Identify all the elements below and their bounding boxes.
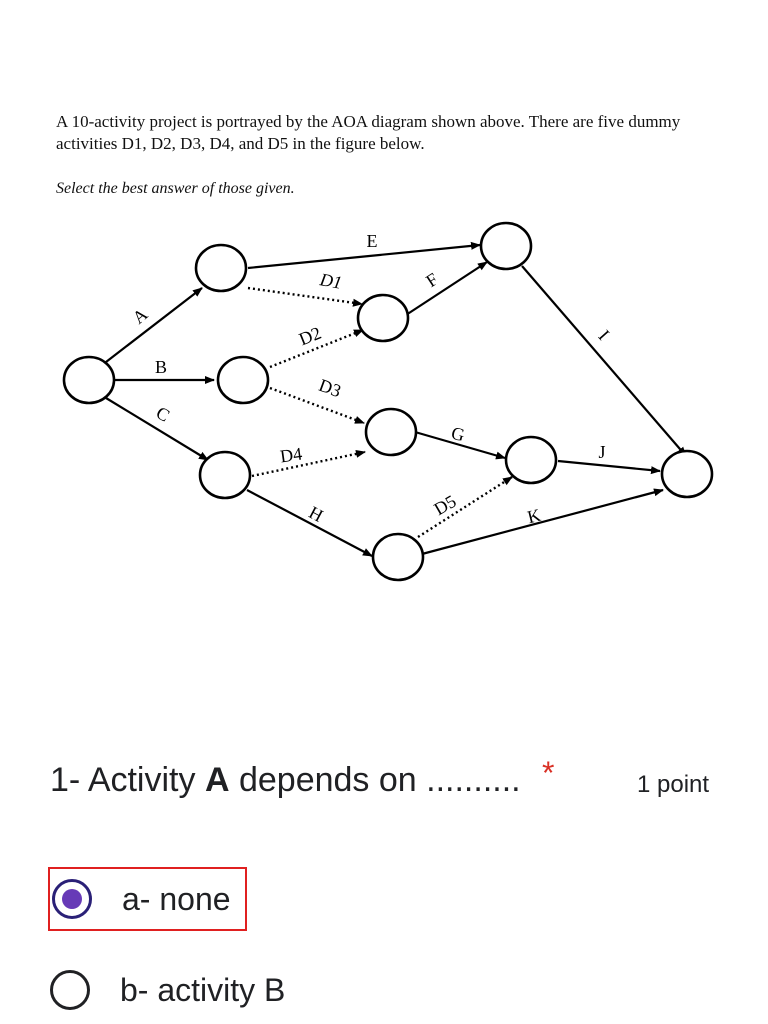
intro-text: A 10-activity project is portrayed by the AOA diagram shown above. There are five dummy activities D1, D2, D3, D4, and D5 in the figure below.	[56, 112, 681, 153]
event-node	[358, 295, 408, 341]
option-a-radio[interactable]	[48, 867, 247, 931]
activity-J-arrow	[558, 461, 660, 471]
activity-G-label: G	[449, 422, 467, 446]
activity-H-arrow	[247, 490, 372, 556]
event-node	[662, 451, 712, 497]
question-header	[50, 755, 730, 815]
activity-B-label: B	[154, 357, 168, 377]
dummy-D4-arrow	[252, 452, 365, 476]
radio-dot-icon	[62, 889, 82, 909]
option-b-radio[interactable]	[48, 958, 286, 1022]
event-node	[218, 357, 268, 403]
activity-F-arrow	[406, 262, 487, 315]
required-asterisk: *	[542, 755, 555, 791]
question-suffix: depends on ..........	[238, 761, 521, 799]
question-bold-word: A	[204, 761, 230, 799]
activity-C-label: C	[152, 402, 174, 426]
dummy-D2-label: D2	[296, 322, 324, 350]
event-node	[196, 245, 246, 291]
dummy-D5-label: D5	[430, 490, 460, 520]
dummy-D1-label: D1	[318, 269, 344, 293]
instruction-text: Select the best answer of those given.	[56, 180, 295, 197]
dummy-D1-arrow	[248, 288, 362, 304]
activity-A-label: A	[128, 304, 152, 328]
dummy-D3-label: D3	[316, 374, 344, 402]
activity-I-label: I	[594, 326, 614, 344]
activity-K-label: K	[525, 504, 543, 528]
option-a-label: a- none	[122, 880, 231, 917]
activity-J-label: J	[598, 442, 606, 462]
event-node	[200, 452, 250, 498]
option-b-label: b- activity B	[120, 971, 286, 1008]
event-node	[366, 409, 416, 455]
dummy-D5-arrow	[418, 477, 512, 537]
activity-I-arrow	[522, 266, 686, 456]
event-node	[481, 223, 531, 269]
event-node	[506, 437, 556, 483]
activity-A-arrow	[106, 288, 202, 362]
activity-K-arrow	[422, 490, 663, 554]
radio-unselected-icon[interactable]	[50, 970, 90, 1010]
points-label: 1 point	[637, 771, 710, 798]
question-prefix: Activity	[87, 761, 196, 799]
activity-E-label: E	[366, 231, 378, 251]
activity-E-arrow	[248, 245, 480, 268]
event-node	[373, 534, 423, 580]
question-number: 1-	[50, 761, 81, 799]
event-node	[64, 357, 114, 403]
question-title	[50, 761, 521, 800]
activity-C-arrow	[106, 398, 208, 460]
dummy-D4-label: D4	[278, 443, 304, 467]
radio-selected-icon[interactable]	[52, 879, 92, 919]
activity-H-label: H	[305, 502, 327, 526]
activity-F-label: F	[422, 268, 442, 292]
